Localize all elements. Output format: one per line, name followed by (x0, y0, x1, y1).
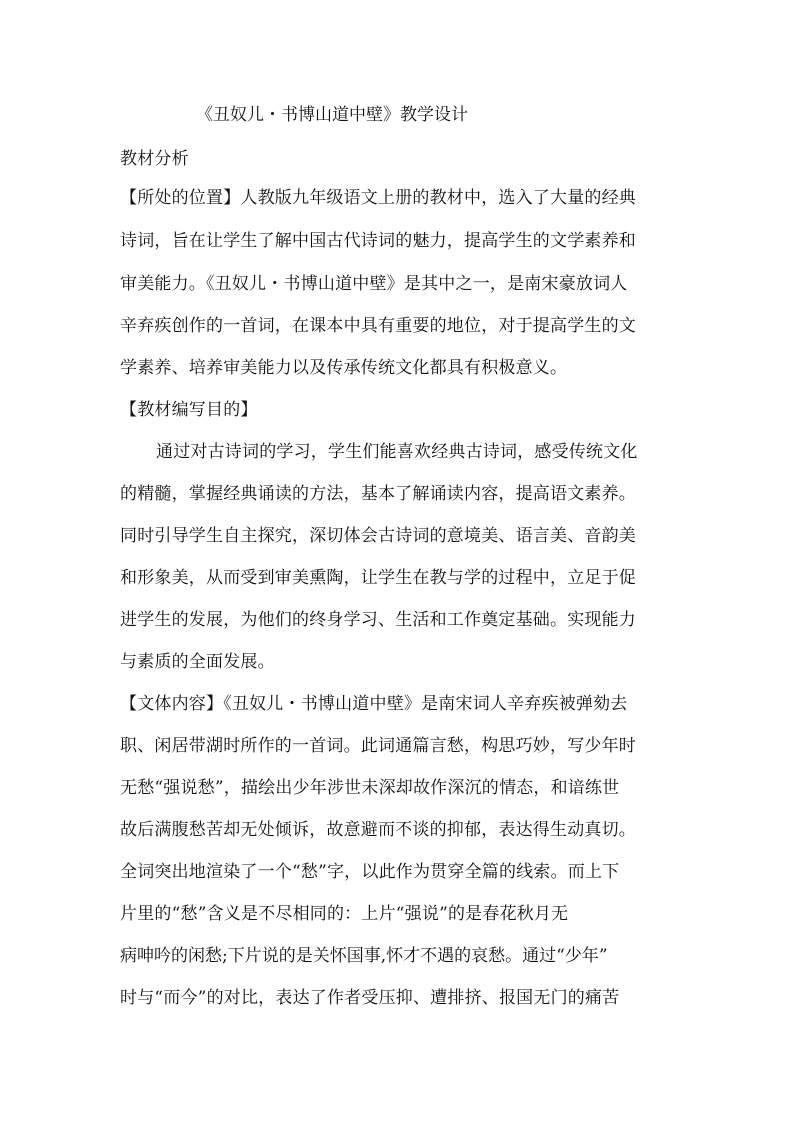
paragraph-line: 病呻吟的闲愁;下片说的是关怀国事,怀才不遇的哀愁。通过“少年” (120, 946, 608, 966)
paragraph-line: 审美能力。《丑奴儿・书博山道中壁》是其中之一，是南宋豪放词人 (120, 274, 628, 294)
paragraph-line: 全词突出地渲染了一个“愁”字，以此作为贯穿全篇的线索。而上下 (120, 862, 620, 882)
paragraph-line: 进学生的发展，为他们的终身学习、生活和工作奠定基础。实现能力 (120, 610, 636, 630)
paragraph-line: 与素质的全面发展。 (120, 652, 275, 672)
section-heading-writing-purpose: 【教材编写目的】 (120, 400, 258, 420)
document-title: 《丑奴儿・书博山道中壁》教学设计 (196, 105, 468, 125)
paragraph-line: 职、闲居带湖时所作的一首词。此词通篇言愁，构思巧妙，写少年时 (120, 736, 636, 756)
paragraph-line: 辛弃疾创作的一首词，在课本中具有重要的地位，对于提高学生的文 (120, 316, 636, 336)
section-heading-textbook-analysis: 教材分析 (120, 149, 189, 169)
paragraph-line: 的精髓，掌握经典诵读的方法，基本了解诵读内容，提高语文素养。 (120, 484, 636, 504)
paragraph-line: 通过对古诗词的学习，学生们能喜欢经典古诗词，感受传统文化 (156, 442, 638, 462)
paragraph-line: 时与“而今”的对比，表达了作者受压抑、遭排挤、报国无门的痛苦 (120, 988, 620, 1008)
paragraph-line: 和形象美，从而受到审美熏陶，让学生在教与学的过程中，立足于促 (120, 568, 636, 588)
paragraph-line: 学素养、培养审美能力以及传承传统文化都具有积极意义。 (120, 358, 568, 378)
paragraph-line: 片里的“愁”含义是不尽相同的：上片“强说”的是春花秋月无 (120, 904, 569, 924)
paragraph-line: 【所处的位置】人教版九年级语文上册的教材中，选入了大量的经典 (120, 188, 636, 208)
paragraph-line: 无愁“强说愁”，描绘出少年涉世未深却故作深沉的情态，和谙练世 (120, 778, 620, 798)
paragraph-line: 同时引导学生自主探究，深切体会古诗词的意境美、语言美、音韵美 (120, 526, 636, 546)
paragraph-line: 故后满腹愁苦却无处倾诉，故意避而不谈的抑郁，表达得生动真切。 (120, 820, 636, 840)
paragraph-line: 诗词，旨在让学生了解中国古代诗词的魅力，提高学生的文学素养和 (120, 231, 636, 251)
paragraph-line: 【文体内容】《丑奴儿・书博山道中壁》是南宋词人辛弃疾被弹劾去 (120, 694, 628, 714)
